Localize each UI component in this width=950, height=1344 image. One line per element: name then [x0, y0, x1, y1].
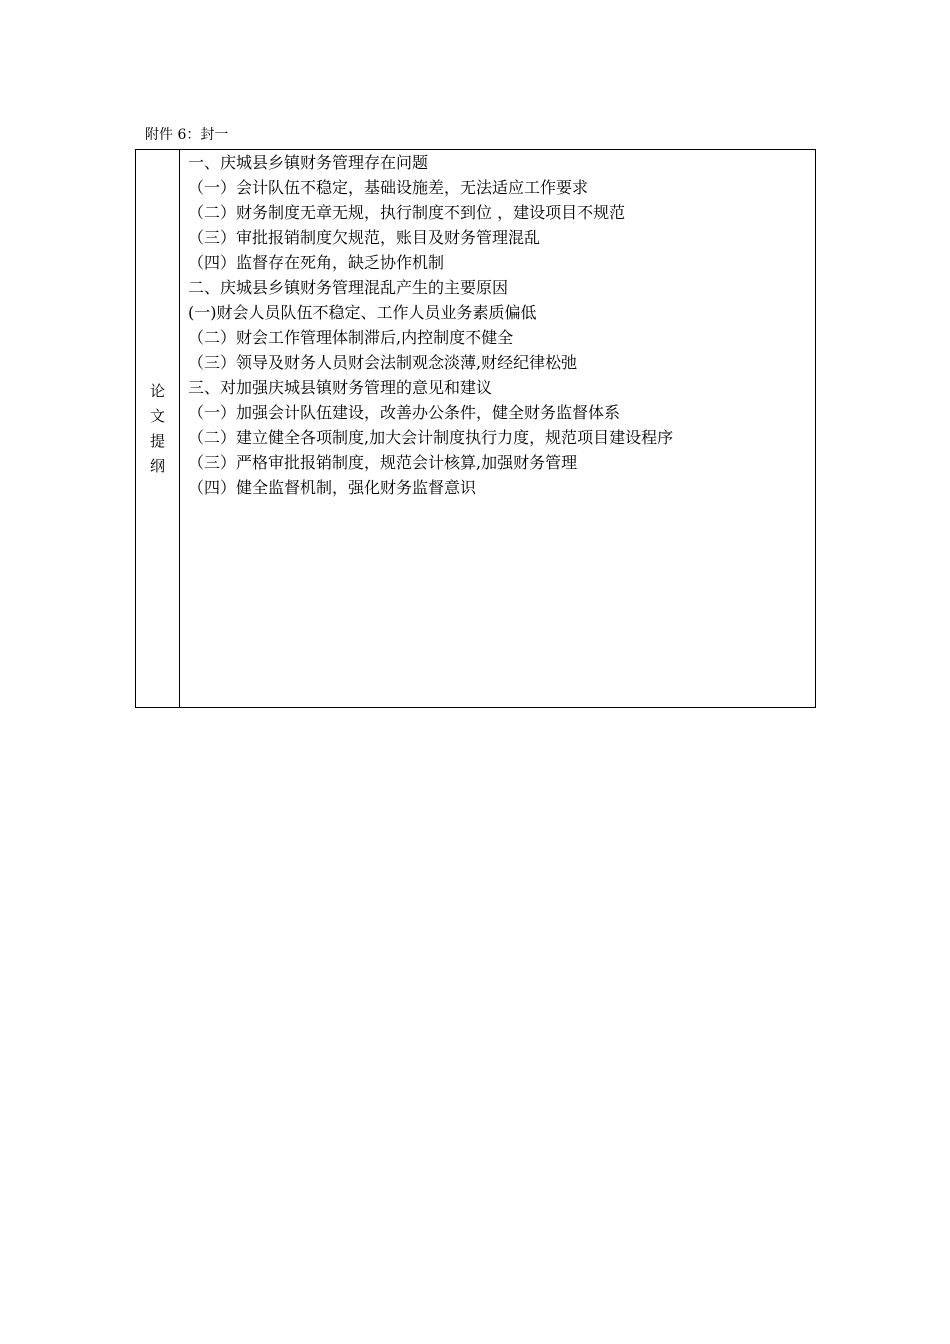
- outline-item: （四）监督存在死角，缺乏协作机制: [188, 253, 445, 272]
- outline-section-heading: 一、庆城县乡镇财务管理存在问题: [188, 153, 429, 172]
- outline-content-cell: [180, 150, 815, 707]
- outline-item: （一）加强会计队伍建设，改善办公条件，健全财务监督体系: [188, 403, 621, 422]
- outline-section-heading: 二、庆城县乡镇财务管理混乱产生的主要原因: [188, 278, 509, 297]
- outline-label-char: 提: [149, 431, 165, 450]
- outline-label-char: 文: [149, 406, 165, 425]
- outline-item: （一）会计队伍不稳定，基础设施差，无法适应工作要求: [188, 178, 589, 197]
- outline-item: （三）严格审批报销制度，规范会计核算,加强财务管理: [188, 453, 578, 472]
- attachment-header: 附件 6：封一: [145, 127, 229, 143]
- outline-item: （二）财会工作管理体制滞后,内控制度不健全: [188, 328, 514, 347]
- outline-item: （四）健全监督机制，强化财务监督意识: [188, 478, 477, 497]
- outline-label-char: 论: [149, 381, 165, 400]
- outline-item: （三）领导及财务人员财会法制观念淡薄,财经纪律松弛: [188, 353, 578, 372]
- outline-section-heading: 三、对加强庆城县镇财务管理的意见和建议: [188, 378, 493, 397]
- outline-table: [135, 149, 816, 708]
- outline-label-cell: [136, 150, 180, 707]
- outline-item: (一)财会人员队伍不稳定、工作人员业务素质偏低: [188, 303, 537, 322]
- outline-item: （二）建立健全各项制度,加大会计制度执行力度，规范项目建设程序: [188, 428, 674, 447]
- outline-item: （三）审批报销制度欠规范，账目及财务管理混乱: [188, 228, 541, 247]
- outline-label-char: 纲: [149, 456, 165, 475]
- outline-item: （二）财务制度无章无规，执行制度不到位 ，建设项目不规范: [188, 203, 626, 222]
